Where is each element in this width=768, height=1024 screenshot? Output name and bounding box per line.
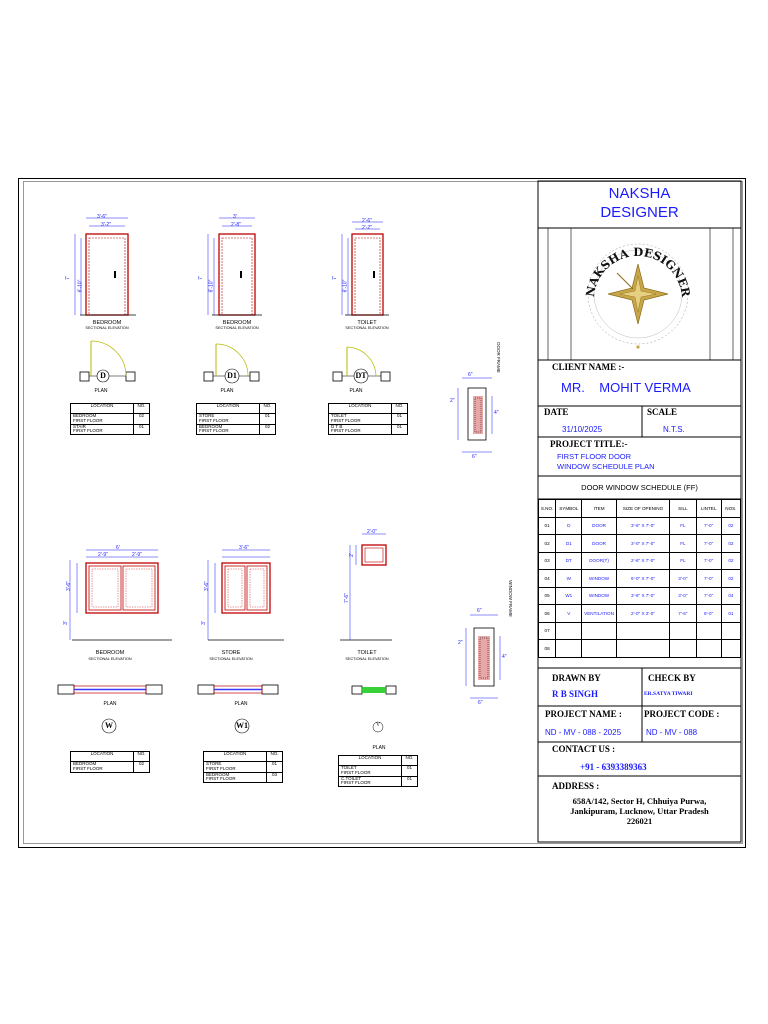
door-d-plan-label: PLAN [94,388,108,394]
door-d-symbol: D [100,371,106,380]
scale-label: SCALE [647,407,678,417]
schedule-row: 04 W WINDOW 6'-0" X 7'-0" 3'-0" 7'-0" 02 [539,570,741,588]
door-d-elev-subtitle: SECTIONAL ELEVATION [85,326,129,330]
dim-w-panel-1: 2'-9" [98,552,108,558]
dim-d1-inner-width: 2'-8" [231,222,241,228]
door-d1-location-table: LOCATION NO. STORE FIRST FLOOR 01 BEDROOM FIRST FLOOR 02 [196,403,276,435]
ventilator-v-room-label: TOILET [357,650,377,656]
door-d-location-table: LOCATION NO. BEDROOM FIRST FLOOR 02 STAIR FIRST FLOOR 01 [70,403,150,435]
ventilator-v-elev-subtitle: SECTIONAL ELEVATION [345,657,389,661]
naksha-designer-logo [583,244,693,349]
door-frame-dim-bottom: 6" [472,454,477,460]
door-d-room-label: BEDROOM [92,320,122,326]
schedule-row: 03 DT DOOR(T) 2'-6" X 7'-0" FL 7'-0" 02 [539,552,741,570]
company-name-line1: NAKSHA [608,185,671,202]
window-w-symbol: W [105,721,113,730]
date-label: DATE [544,407,569,417]
project-title-line1: FIRST FLOOR DOOR [557,452,632,461]
dim-w-sill: 3' [62,621,69,625]
dim-d1-height-inner: 6'-10" [208,279,215,293]
door-dt-symbol: DT [355,371,367,380]
ventilator-v-plan-label: PLAN [372,745,386,751]
company-name [538,184,741,222]
door-window-schedule-table [538,499,741,658]
door-dt-elev-subtitle: SECTIONAL ELEVATION [345,326,389,330]
address-line3: 226021 [626,816,653,826]
schedule-title: DOOR WINDOW SCHEDULE (FF) [581,483,698,492]
schedule-row: 06 V VENTILATION 2'-0" X 2'-0" 7'-6" 9'-0" 01 [539,605,741,623]
dim-v-sill: 7'-6" [343,593,350,603]
door-dt-location-table: LOCATION NO. TOILET FIRST FLOOR 01 D T B FIRST FLOOR 01 [328,403,408,435]
project-title-label: PROJECT TITLE:- [550,439,628,449]
schedule-row: 07 [539,622,741,640]
dim-w-height: 3'-6" [65,581,72,591]
drawn-by-label: DRAWN BY [552,673,601,683]
window-frame-dim-bottom: 6" [478,700,483,706]
address-line2: Jankipuram, Lucknow, Uttar Pradesh [570,806,709,816]
window-frame-dim-top: 6" [477,608,482,614]
schedule-row: 02 D1 DOOR 3'-0" X 7'-0" FL 7'-0" 02 [539,535,741,553]
client-name-label: CLIENT NAME :- [552,362,625,372]
door-dt-plan-label: PLAN [349,388,363,394]
dim-d1-height-outer: 7' [197,276,204,280]
dim-dt-outer-width: 2'-6" [362,218,372,224]
logo-text: NAKSHA DESIGNER [582,244,694,298]
dim-v-height: 2' [348,553,355,557]
dim-dt-height-outer: 7' [331,276,338,280]
ventilator-v-plan [352,686,396,694]
window-frame-dim-left: 2" [458,640,463,646]
window-w1-room-label: STORE [221,650,241,656]
door-d1-plan-label: PLAN [220,388,234,394]
dim-v-width: 2'-0" [367,529,377,535]
window-w-room-label: BEDROOM [95,650,125,656]
dim-d-inner-width: 3'-2" [101,222,111,228]
ventilator-v-elevation [340,534,392,640]
check-by-value: ER.SATYA TIWARI [644,691,693,697]
drawn-by-value: R B SINGH [552,689,599,699]
window-w-plan-label: PLAN [103,701,117,707]
dim-d-height-outer: 7' [64,276,71,280]
ventilator-v-location-table: LOCATION NO. TOILET FIRST FLOOR 01 C.TOILET FIRST FLOOR 01 [338,755,418,787]
dim-w1-sill: 3' [200,621,207,625]
dim-w1-width: 3'-6" [239,545,249,551]
dim-dt-height-inner: 6'-10" [342,279,349,293]
schedule-header-row: S.NO. SYMBOL ITEM SIZE OF OPENING SILL LINTEL NOS. [539,500,741,518]
door-d1-room-label: BEDROOM [222,320,252,326]
window-w1-symbol: W1 [236,721,248,730]
door-frame-dim-left: 2" [450,398,455,404]
address-label: ADDRESS : [552,781,600,791]
contact-phone: +91 - 6393389363 [580,762,647,772]
window-w-elevation [70,550,172,640]
door-frame-dim-right: 4" [494,410,499,416]
scale-value: N.T.S. [663,425,685,434]
door-frame-detail [458,378,492,452]
window-w-location-table: LOCATION NO. BEDROOM FIRST FLOOR 02 [70,751,150,773]
window-w-elev-subtitle: SECTIONAL ELEVATION [88,657,132,661]
window-frame-detail [466,615,500,698]
door-d1-elevation [208,218,262,315]
ventilator-v-symbol: V [376,723,380,728]
door-d-elevation [75,218,136,315]
project-title-line2: WINDOW SCHEDULE PLAN [557,462,655,471]
window-w1-location-table: LOCATION NO. STORE FIRST FLOOR 01 BEDROOM FIRST FLOOR 03 [203,751,283,783]
address-line1: 658A/142, Sector H, Chhuiya Purwa, [572,796,707,806]
project-code-label: PROJECT CODE : [644,709,720,719]
contact-label: CONTACT US : [552,744,616,754]
door-dt-elevation [342,222,389,315]
window-w1-elev-subtitle: SECTIONAL ELEVATION [209,657,253,661]
dim-w1-height: 3'-6" [203,581,210,591]
window-w1-plan [198,685,278,694]
project-name-label: PROJECT NAME : [545,709,622,719]
schedule-row: 08 [539,640,741,658]
door-dt-room-label: TOILET [357,320,377,326]
dim-dt-inner-width: 2'-2" [362,225,372,231]
date-value: 31/10/2025 [562,425,603,434]
schedule-row: 05 W1 WINDOW 3'-6" X 7'-0" 3'-0" 7'-0" 04 [539,587,741,605]
door-d1-symbol: D1 [227,371,237,380]
address-block [538,796,741,826]
door-frame-label: DOOR FRAME [495,342,501,373]
check-by-label: CHECK BY [648,673,696,683]
door-frame-dim-top: 6" [468,372,473,378]
project-code-value: ND - MV - 088 [646,728,698,737]
project-name-value: ND - MV - 088 - 2025 [545,728,622,737]
dim-w-panel-2: 2'-9" [132,552,142,558]
dim-w-width: 6' [116,545,120,551]
window-frame-label: WINDOW FRAME [507,580,513,617]
window-w-plan [58,685,162,694]
window-w1-plan-label: PLAN [234,701,248,707]
client-name-value: MR. MOHIT VERMA [561,380,691,395]
window-w1-elevation [208,550,284,640]
door-d1-elev-subtitle: SECTIONAL ELEVATION [215,326,259,330]
dim-d-height-inner: 6'-10" [77,279,84,293]
window-frame-dim-right: 4" [502,654,507,660]
dim-d1-outer-width: 3' [233,214,237,220]
dim-d-outer-width: 3'-6" [97,214,107,220]
company-name-line2: DESIGNER [600,204,679,221]
schedule-row: 01 D DOOR 3'-6" X 7'-0" FL 7'-0" 02 [539,517,741,535]
